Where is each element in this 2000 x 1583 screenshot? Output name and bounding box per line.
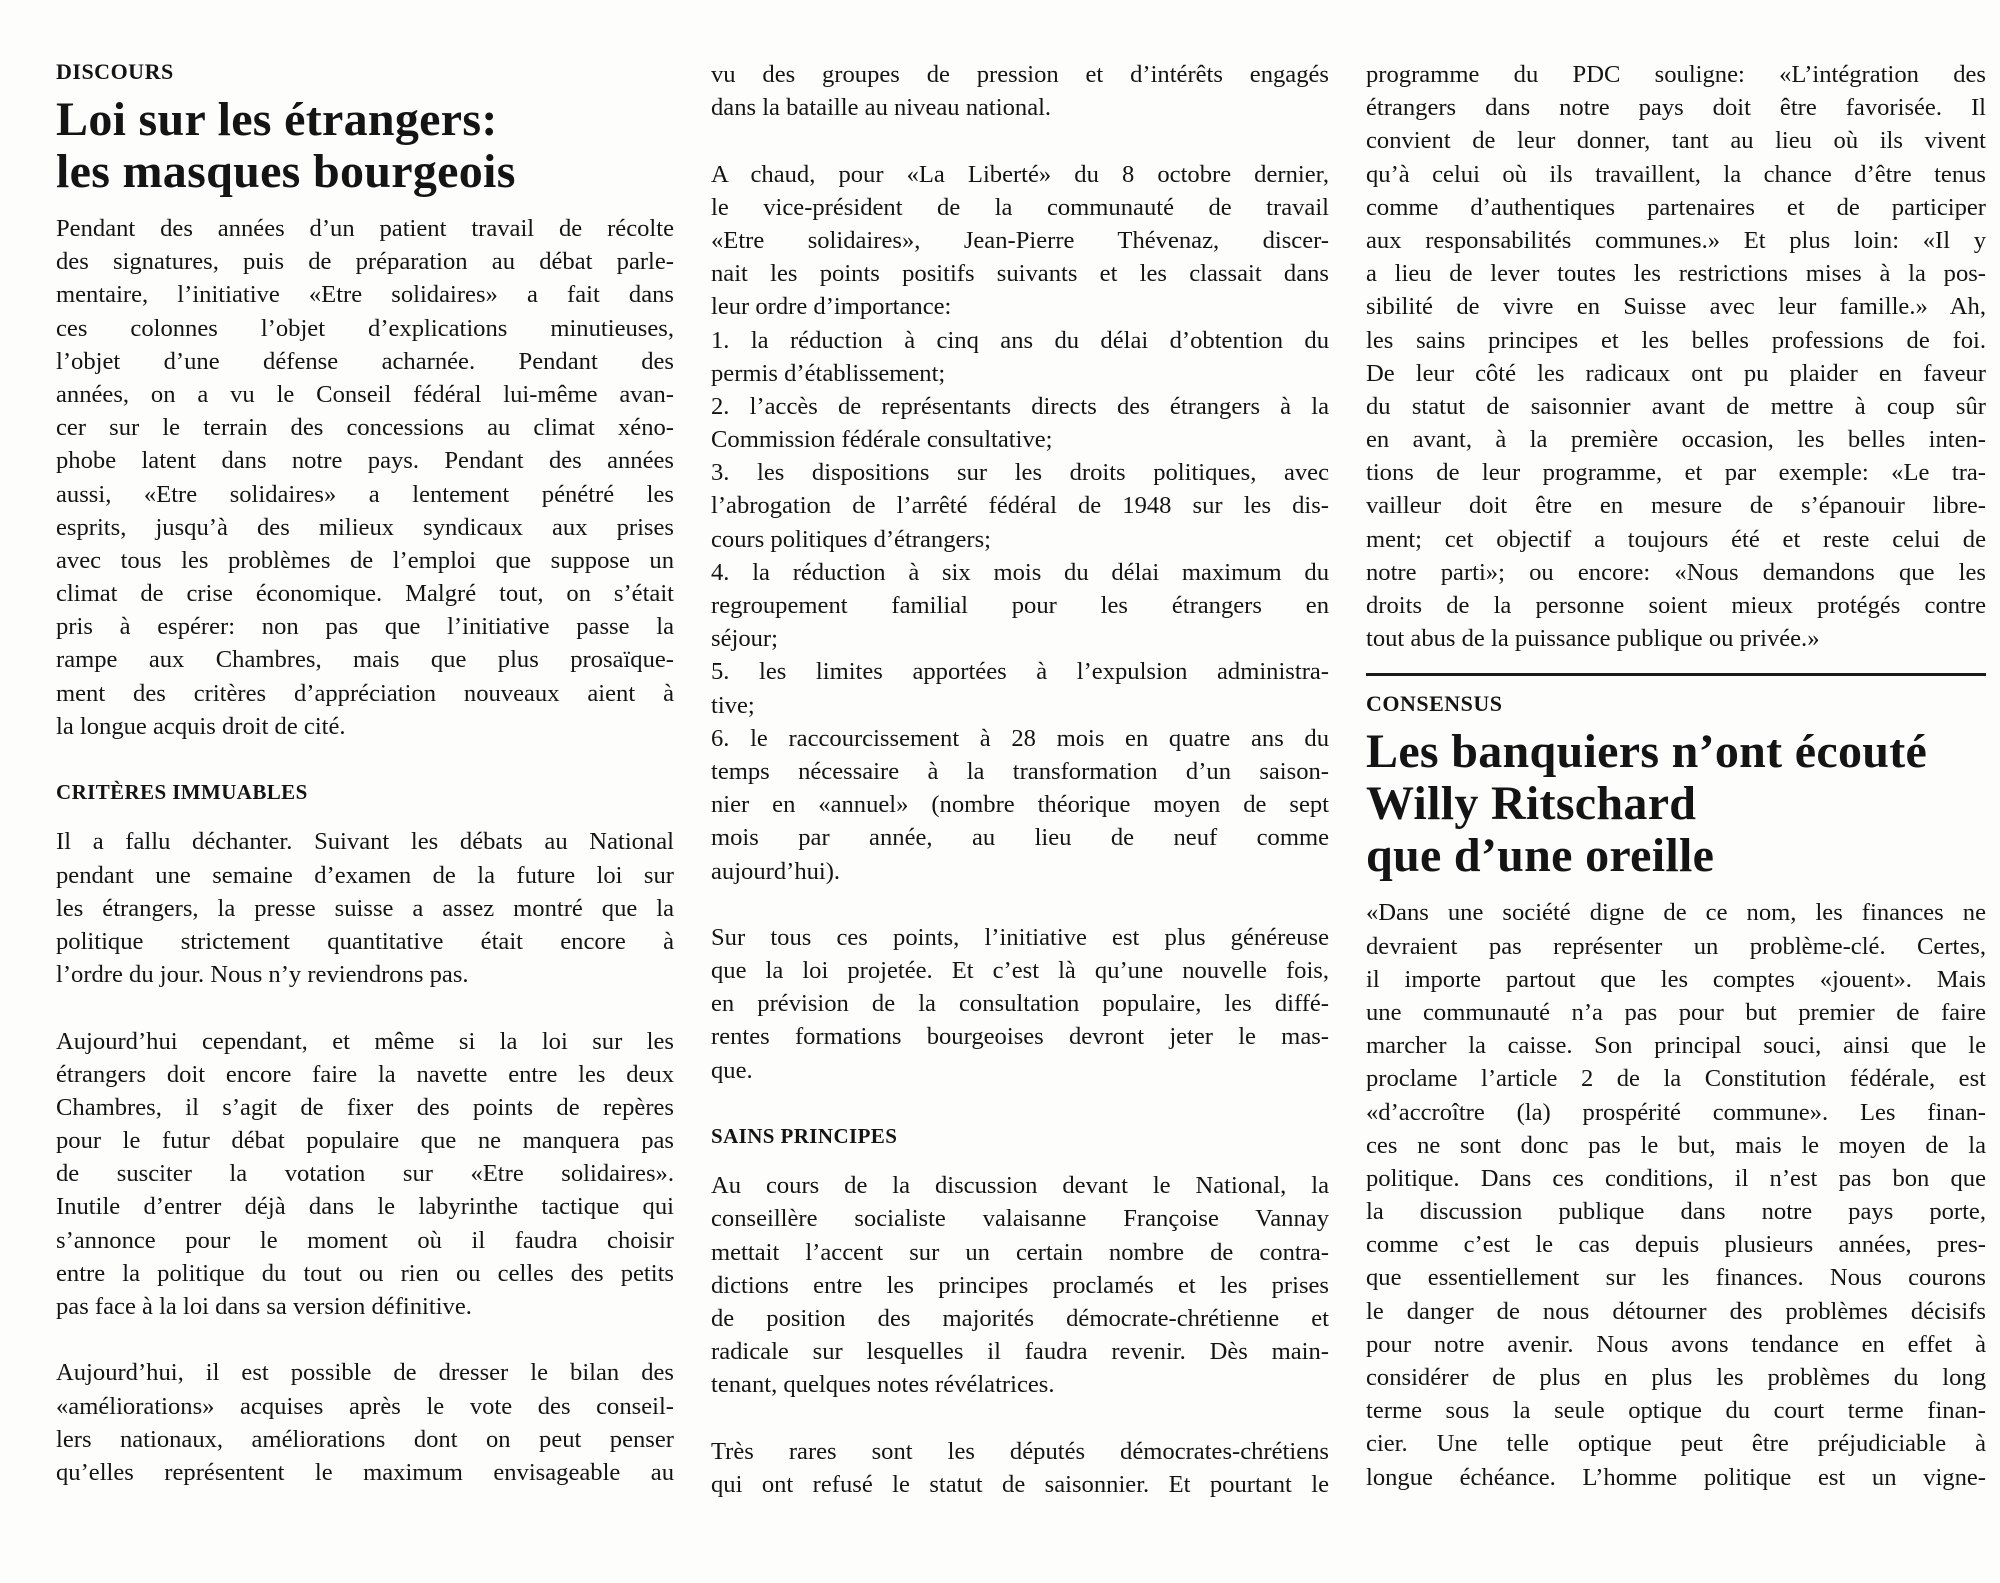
text-line: comme d’authentiques partenaires et de participer <box>1366 193 1986 221</box>
article1-kicker: DISCOURS <box>56 59 174 84</box>
text-line: cer sur le terrain des concessions au climat xéno- <box>56 414 674 442</box>
text-line: la longue acquis droit de cité. <box>56 712 346 740</box>
text-line: De leur côté les radicaux ont pu plaider en faveur <box>1366 359 1986 387</box>
article1-paragraph <box>1366 58 1986 655</box>
article1-paragraph <box>56 825 674 991</box>
text-line: aux responsabilités communes.» Et plus loin: «Il y <box>1366 226 1986 254</box>
text-line: aussi, «Etre solidaires» a lentement pénétré les <box>56 480 674 508</box>
text-line: Au cours de la discussion devant le National, la <box>711 1172 1329 1200</box>
text-line: s’annonce pour le moment où il faudra choisir <box>56 1226 674 1254</box>
text-line: 5. les limites apportées à l’expulsion administra- <box>711 658 1329 686</box>
text-line: dans la bataille au niveau national. <box>711 94 1052 122</box>
text-line: l’abrogation de l’arrêté fédéral de 1948 sur les dis- <box>711 492 1329 520</box>
article1-paragraph <box>711 1435 1329 1501</box>
text-line: convient de leur donner, tant au lieu où ils vivent <box>1366 127 1986 155</box>
text-line: mettait l’accent sur un certain nombre de contra- <box>711 1238 1329 1266</box>
text-line: programme du PDC souligne: «L’intégration des <box>1366 61 1986 88</box>
text-line: qu’elles représentent le maximum envisageable au <box>56 1458 674 1486</box>
text-line: Il a fallu déchanter. Suivant les débats au National <box>56 828 674 856</box>
text-line: politique. Dans ces conditions, il n’est pas bon que <box>1366 1164 1986 1192</box>
text-line: cours politiques d’étrangers; <box>711 525 992 553</box>
text-line: mois par année, au lieu de neuf comme <box>711 824 1329 852</box>
text-line: du statut de saisonnier avant de mettre à coup sûr <box>1366 392 1986 420</box>
text-line: devraient pas représenter un problème-clé. Certes, <box>1366 932 1986 960</box>
text-line: pour le futur débat populaire que ne manquera pas <box>56 1127 674 1155</box>
text-line: Commission fédérale consultative; <box>711 426 1053 454</box>
text-line: comme c’est le cas depuis plusieurs années, pres- <box>1366 1231 1986 1259</box>
text-line: une communauté n’a pas pour but premier de faire <box>1366 998 1986 1026</box>
text-line: Sur tous ces points, l’initiative est plus généreuse <box>711 923 1329 951</box>
text-line: en avant, à la première occasion, les belles inten- <box>1366 426 1986 454</box>
text-line: a lieu de lever toutes les restrictions mises à la pos- <box>1366 260 1986 288</box>
text-line: Aujourd’hui cependant, et même si la loi sur les <box>56 1027 674 1055</box>
text-line: le vice-président de la communauté de travail <box>711 193 1329 221</box>
article1-headline <box>56 94 674 198</box>
text-line: séjour; <box>711 625 778 653</box>
text-line: nier en «annuel» (nombre théorique moyen de sept <box>711 791 1329 819</box>
text-line: étrangers dans notre pays doit être favorisée. Il <box>1366 94 1986 122</box>
text-line: 2. l’accès de représentants directs des étrangers à la <box>711 392 1329 420</box>
subheading-criteres: CRITÈRES IMMUABLES <box>56 780 308 805</box>
article1-paragraph <box>711 58 1329 124</box>
text-line: entre la politique du tout ou rien ou celles des petits <box>56 1259 674 1287</box>
text-line: que la loi projetée. Et c’est là qu’une nouvelle fois, <box>711 957 1329 985</box>
article2-kicker: CONSENSUS <box>1366 691 1503 717</box>
text-line: rentes formations bourgeoises devront jeter le mas- <box>711 1023 1329 1051</box>
text-line: tenant, quelques notes révélatrices. <box>711 1371 1055 1399</box>
text-line: «améliorations» acquises après le vote des conseil- <box>56 1392 674 1420</box>
article2-paragraph <box>1366 896 1986 1493</box>
text-line: lers nationaux, améliorations dont on peut penser <box>56 1425 674 1453</box>
text-line: phobe latent dans notre pays. Pendant des années <box>56 447 674 475</box>
text-line: que essentiellement sur les finances. Nous courons <box>1366 1264 1986 1292</box>
text-line: les sains principes et les belles professions de foi. <box>1366 326 1986 354</box>
column-1 <box>56 58 674 1489</box>
text-line: le danger de nous détourner des problèmes décisifs <box>1366 1297 1986 1325</box>
text-line: l’objet d’une défense acharnée. Pendant des <box>56 347 674 375</box>
text-line: proclame l’article 2 de la Constitution fédérale, est <box>1366 1065 1986 1093</box>
text-line: aujourd’hui). <box>711 857 841 885</box>
text-line: vailleur doit être en mesure de s’épanouir libre- <box>1366 492 1986 520</box>
text-line: avec tous les problèmes de l’emploi que suppose un <box>56 546 674 574</box>
text-line: leur ordre d’importance: <box>711 293 952 321</box>
text-line: qu’à celui où ils travaillent, la chance d’être tenus <box>1366 160 1986 188</box>
text-line: nait les points positifs suivants et les classait dans <box>711 260 1329 288</box>
text-line: ces colonnes l’objet d’explications minutieuses, <box>56 314 674 342</box>
text-line: les étrangers, la presse suisse a assez montré que la <box>56 894 674 922</box>
text-line: pendant une semaine d’examen de la future loi sur <box>56 861 674 889</box>
column-3 <box>1366 58 1986 1494</box>
text-line: droits de la personne soient mieux protégés contre <box>1366 592 1986 619</box>
text-line: tout abus de la puissance publique ou privée.» <box>1366 625 1820 653</box>
subheading-sains-principes: SAINS PRINCIPES <box>711 1124 898 1148</box>
text-line: esprits, jusqu’à des milieux syndicaux aux prises <box>56 513 674 541</box>
text-line: 4. la réduction à six mois du délai maximum du <box>711 558 1329 586</box>
text-line: que. <box>711 1056 753 1084</box>
text-line: Inutile d’entrer déjà dans le labyrinthe tactique qui <box>56 1193 674 1221</box>
text-line: il importe partout que les comptes «jouent». Mais <box>1366 965 1986 993</box>
text-line: climat de crise économique. Malgré tout, on s’était <box>56 580 674 608</box>
article2-headline-line: Les banquiers n’ont écouté <box>1366 725 1928 779</box>
text-line: regroupement familial pour les étrangers en <box>711 592 1329 619</box>
article2-headline <box>1366 726 1986 882</box>
text-line: Aujourd’hui, il est possible de dresser le bilan des <box>56 1359 674 1387</box>
text-line: A chaud, pour «La Liberté» du 8 octobre dernier, <box>711 160 1329 188</box>
text-line: tive; <box>711 691 755 719</box>
text-line: de susciter la votation sur «Etre solidaires». <box>56 1160 674 1188</box>
text-line: longue échéance. L’homme politique est un vigne- <box>1366 1463 1986 1491</box>
text-line: l’ordre du jour. Nous n’y reviendrons pas. <box>56 961 469 989</box>
text-line: 3. les dispositions sur les droits politiques, avec <box>711 459 1329 487</box>
text-line: la discussion publique dans notre pays porte, <box>1366 1198 1986 1226</box>
text-line: Chambres, il s’agit de fixer des points de repères <box>56 1093 674 1121</box>
article2-headline-line: que d’une oreille <box>1366 829 1715 883</box>
text-line: ment des critères d’appréciation nouveaux aient à <box>56 679 674 707</box>
text-line: politique strictement quantitative était encore à <box>56 927 674 955</box>
column-2 <box>711 58 1329 1501</box>
text-line: rampe aux Chambres, mais que plus prosaïque- <box>56 646 674 674</box>
article1-paragraph <box>711 921 1329 1087</box>
text-line: ment; cet objectif a toujours été et reste celui de <box>1366 525 1986 553</box>
text-line: tions de leur programme, et par exemple: «Le tra- <box>1366 459 1986 487</box>
article1-paragraph <box>56 1025 674 1324</box>
text-line: pris à espérer: non pas que l’initiative passe la <box>56 613 674 641</box>
text-line: dictions entre les principes proclamés et les prises <box>711 1271 1329 1299</box>
text-line: 6. le raccourcissement à 28 mois en quatre ans du <box>711 724 1329 752</box>
text-line: en prévision de la consultation populaire, les diffé- <box>711 990 1329 1018</box>
article1-headline-line: Loi sur les étrangers: <box>56 93 498 146</box>
text-line: de position des majorités démocrate-chrétienne et <box>711 1304 1329 1332</box>
article1-paragraph <box>56 212 674 743</box>
text-line: pas face à la loi dans sa version définitive. <box>56 1293 472 1321</box>
article1-paragraph <box>56 1356 674 1489</box>
text-line: «Dans une société digne de ce nom, les finances ne <box>1366 899 1986 927</box>
text-line: vu des groupes de pression et d’intérêts engagés <box>711 61 1329 88</box>
text-line: permis d’établissement; <box>711 359 946 387</box>
text-line: Pendant des années d’un patient travail de récolte <box>56 215 674 242</box>
article1-paragraph <box>711 1169 1329 1401</box>
text-line: cier. Une telle optique peut être préjudiciable à <box>1366 1430 1986 1458</box>
text-line: des signatures, puis de préparation au débat parle- <box>56 248 674 276</box>
article1-paragraph <box>711 158 1329 888</box>
article2-headline-line: Willy Ritschard <box>1366 777 1697 831</box>
article-divider <box>1366 673 1986 676</box>
text-line: radicale sur lesquelles il faudra revenir. Dès main- <box>711 1338 1329 1366</box>
text-line: sibilité de vivre en Suisse avec leur famille.» Ah, <box>1366 293 1986 321</box>
text-line: temps nécessaire à la transformation d’un saison- <box>711 757 1329 785</box>
text-line: Très rares sont les députés démocrates-chrétiens <box>711 1437 1329 1465</box>
text-line: années, on a vu le Conseil fédéral lui-même avan- <box>56 380 674 408</box>
text-line: mentaire, l’initiative «Etre solidaires» a fait dans <box>56 281 674 309</box>
text-line: «Etre solidaires», Jean-Pierre Thévenaz, discer- <box>711 226 1329 254</box>
text-line: notre parti»; ou encore: «Nous demandons que les <box>1366 558 1986 586</box>
text-line: étrangers doit encore faire la navette entre les deux <box>56 1060 674 1088</box>
article1-headline-line: les masques bourgeois <box>56 145 516 198</box>
text-line: ces ne sont donc pas le but, mais le moyen de la <box>1366 1131 1986 1159</box>
text-line: marcher la caisse. Son principal souci, ainsi que le <box>1366 1032 1986 1060</box>
text-line: «d’accroître (la) prospérité commune». Les finan- <box>1366 1098 1986 1126</box>
text-line: conseillère socialiste valaisanne Françoise Vannay <box>711 1205 1329 1233</box>
text-line: pour notre avenir. Nous avons tendance en effet à <box>1366 1330 1986 1358</box>
text-line: considérer de plus en plus les problèmes du long <box>1366 1364 1986 1391</box>
text-line: 1. la réduction à cinq ans du délai d’obtention du <box>711 326 1329 354</box>
text-line: qui ont refusé le statut de saisonnier. Et pourtant le <box>711 1470 1329 1498</box>
text-line: terme sous la seule optique du court terme finan- <box>1366 1397 1986 1425</box>
